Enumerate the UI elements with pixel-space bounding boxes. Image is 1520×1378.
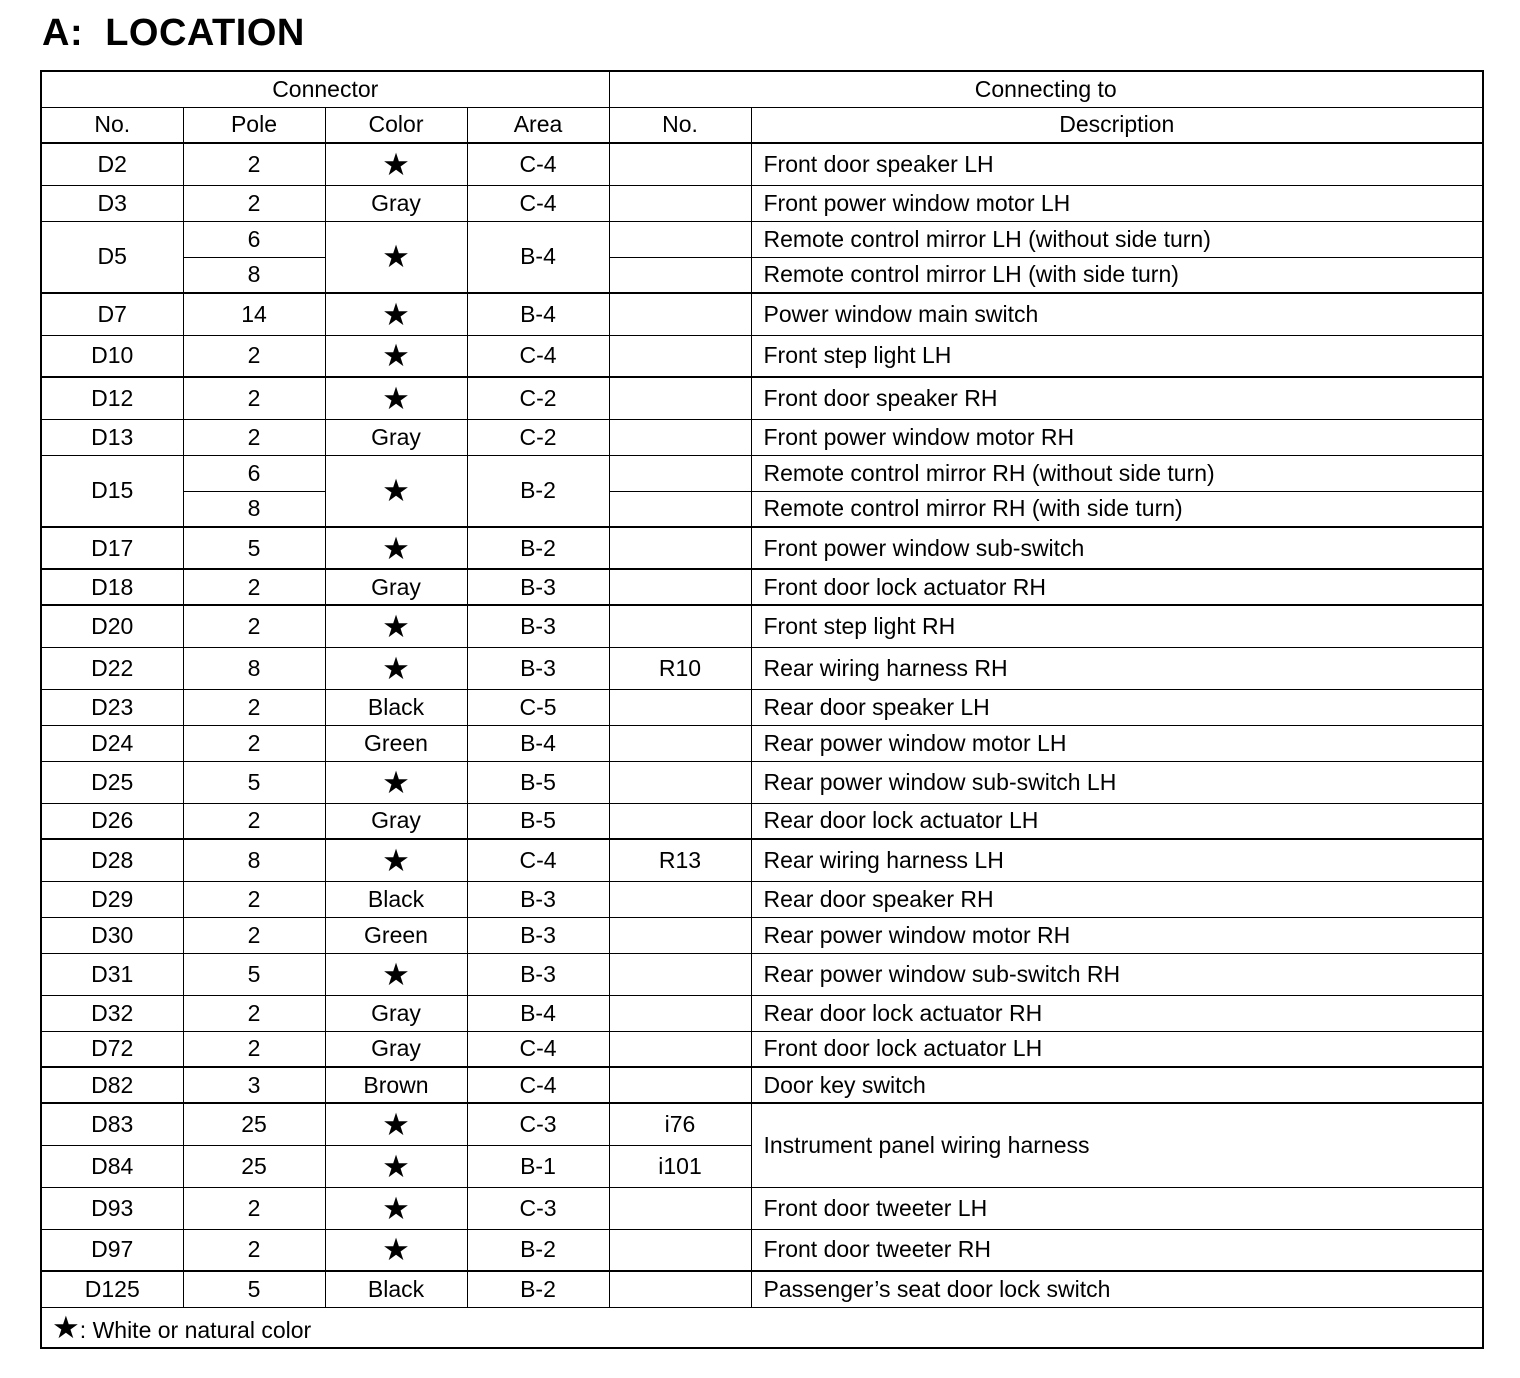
description: Front power window motor LH (751, 185, 1483, 221)
pole-count: 2 (183, 725, 325, 761)
connector-no: D97 (41, 1229, 183, 1271)
connecting-no (609, 257, 751, 293)
area: C-4 (467, 1031, 609, 1067)
table-row (41, 143, 1483, 185)
table-row (41, 881, 1483, 917)
column-header-area: Area (467, 107, 609, 143)
connector-no: D26 (41, 803, 183, 839)
description: Remote control mirror RH (without side turn) (751, 455, 1483, 491)
connector-no: D5 (41, 221, 183, 293)
connecting-no (609, 1229, 751, 1271)
connector-no: D7 (41, 293, 183, 335)
description: Front door lock actuator RH (751, 569, 1483, 605)
wire-color: Gray (325, 185, 467, 221)
description: Door key switch (751, 1067, 1483, 1103)
area: B-4 (467, 725, 609, 761)
area: C-2 (467, 377, 609, 419)
star-icon: ★ (325, 293, 467, 335)
wire-color: Green (325, 917, 467, 953)
pole-count: 2 (183, 335, 325, 377)
star-icon: ★ (325, 455, 467, 527)
description: Front door tweeter RH (751, 1229, 1483, 1271)
table-row (41, 491, 1483, 527)
connecting-no (609, 725, 751, 761)
connector-no: D13 (41, 419, 183, 455)
legend (41, 1307, 1483, 1348)
connecting-no (609, 419, 751, 455)
star-icon: ★ (325, 221, 467, 293)
table-row (41, 257, 1483, 293)
description: Rear door speaker LH (751, 689, 1483, 725)
connector-no: D82 (41, 1067, 183, 1103)
area: B-2 (467, 455, 609, 527)
legend-text: : White or natural color (79, 1316, 312, 1343)
connecting-no (609, 953, 751, 995)
description: Rear door speaker RH (751, 881, 1483, 917)
pole-count: 2 (183, 1229, 325, 1271)
pole-count: 5 (183, 761, 325, 803)
area: B-3 (467, 647, 609, 689)
connecting-no (609, 185, 751, 221)
description: Rear door lock actuator LH (751, 803, 1483, 839)
pole-count: 6 (183, 221, 325, 257)
pole-count: 3 (183, 1067, 325, 1103)
description: Passenger’s seat door lock switch (751, 1271, 1483, 1307)
pole-count: 5 (183, 1271, 325, 1307)
column-header-color: Color (325, 107, 467, 143)
connecting-no (609, 1271, 751, 1307)
description: Rear wiring harness RH (751, 647, 1483, 689)
wire-color: Gray (325, 419, 467, 455)
connector-no: D23 (41, 689, 183, 725)
star-icon: ★ (325, 839, 467, 881)
star-icon: ★ (325, 335, 467, 377)
connecting-no (609, 455, 751, 491)
description: Front step light LH (751, 335, 1483, 377)
column-header-description: Description (751, 107, 1483, 143)
area: C-4 (467, 185, 609, 221)
table-row (41, 917, 1483, 953)
star-icon: ★ (325, 761, 467, 803)
area: B-2 (467, 1271, 609, 1307)
connector-no: D125 (41, 1271, 183, 1307)
connector-no: D22 (41, 647, 183, 689)
pole-count: 2 (183, 605, 325, 647)
wire-color: Black (325, 689, 467, 725)
pole-count: 2 (183, 419, 325, 455)
table-row (41, 221, 1483, 257)
connecting-no (609, 293, 751, 335)
description: Rear power window motor LH (751, 725, 1483, 761)
area: C-5 (467, 689, 609, 725)
connecting-no (609, 1067, 751, 1103)
wire-color: Brown (325, 1067, 467, 1103)
area: B-3 (467, 605, 609, 647)
area: B-5 (467, 761, 609, 803)
star-icon: ★ (325, 647, 467, 689)
area: C-3 (467, 1103, 609, 1145)
pole-count: 2 (183, 569, 325, 605)
connector-no: D31 (41, 953, 183, 995)
pole-count: 6 (183, 455, 325, 491)
area: B-3 (467, 953, 609, 995)
pole-count: 2 (183, 881, 325, 917)
area: C-4 (467, 143, 609, 185)
connector-no: D17 (41, 527, 183, 569)
area: B-3 (467, 917, 609, 953)
area: B-5 (467, 803, 609, 839)
pole-count: 8 (183, 839, 325, 881)
connecting-no (609, 689, 751, 725)
table-row (41, 1103, 1483, 1145)
wire-color: Gray (325, 569, 467, 605)
pole-count: 2 (183, 185, 325, 221)
table-row (41, 689, 1483, 725)
description: Instrument panel wiring harness (751, 1103, 1483, 1187)
wire-color: Black (325, 1271, 467, 1307)
wire-color: Black (325, 881, 467, 917)
connecting-no (609, 569, 751, 605)
connecting-no (609, 1031, 751, 1067)
connector-no: D83 (41, 1103, 183, 1145)
pole-count: 2 (183, 1187, 325, 1229)
connector-no: D15 (41, 455, 183, 527)
description: Remote control mirror RH (with side turn) (751, 491, 1483, 527)
connector-no: D32 (41, 995, 183, 1031)
table-row (41, 527, 1483, 569)
table-row (41, 455, 1483, 491)
pole-count: 2 (183, 1031, 325, 1067)
pole-count: 25 (183, 1103, 325, 1145)
pole-count: 8 (183, 257, 325, 293)
connecting-to-group-header: Connecting to (609, 71, 1483, 107)
pole-count: 8 (183, 647, 325, 689)
connecting-no (609, 143, 751, 185)
connector-no: D10 (41, 335, 183, 377)
star-icon: ★ (325, 1187, 467, 1229)
table-row (41, 995, 1483, 1031)
table-row (41, 569, 1483, 605)
pole-count: 2 (183, 143, 325, 185)
description: Front step light RH (751, 605, 1483, 647)
description: Rear power window sub-switch RH (751, 953, 1483, 995)
area: C-3 (467, 1187, 609, 1229)
description: Front door speaker LH (751, 143, 1483, 185)
area: B-4 (467, 221, 609, 293)
table-row (41, 1031, 1483, 1067)
column-header-pole: Pole (183, 107, 325, 143)
wire-color: Gray (325, 803, 467, 839)
wire-color: Green (325, 725, 467, 761)
connector-no: D18 (41, 569, 183, 605)
table-row (41, 377, 1483, 419)
connecting-no (609, 335, 751, 377)
legend-row (41, 1307, 1483, 1348)
table-row (41, 605, 1483, 647)
connecting-no (609, 1187, 751, 1229)
table-row (41, 335, 1483, 377)
wire-color: Gray (325, 1031, 467, 1067)
connector-no: D30 (41, 917, 183, 953)
pole-count: 2 (183, 917, 325, 953)
description: Rear power window sub-switch LH (751, 761, 1483, 803)
star-icon: ★ (325, 605, 467, 647)
table-row (41, 419, 1483, 455)
table-row (41, 953, 1483, 995)
description: Front door tweeter LH (751, 1187, 1483, 1229)
description: Front door speaker RH (751, 377, 1483, 419)
pole-count: 2 (183, 377, 325, 419)
connecting-no (609, 803, 751, 839)
connector-no: D93 (41, 1187, 183, 1229)
table-row (41, 1187, 1483, 1229)
star-icon: ★ (325, 143, 467, 185)
description: Rear door lock actuator RH (751, 995, 1483, 1031)
star-icon: ★ (325, 527, 467, 569)
table-row (41, 839, 1483, 881)
connector-group-header: Connector (41, 71, 609, 107)
table-row (41, 725, 1483, 761)
connecting-no: R10 (609, 647, 751, 689)
connector-no: D72 (41, 1031, 183, 1067)
area: C-4 (467, 839, 609, 881)
page-title: A: LOCATION (42, 12, 305, 54)
column-header-no: No. (41, 107, 183, 143)
table-row (41, 1067, 1483, 1103)
star-icon: ★ (325, 1229, 467, 1271)
pole-count: 2 (183, 995, 325, 1031)
connecting-no (609, 761, 751, 803)
description: Remote control mirror LH (with side turn) (751, 257, 1483, 293)
pole-count: 14 (183, 293, 325, 335)
description: Power window main switch (751, 293, 1483, 335)
star-icon: ★ (325, 1145, 467, 1187)
connector-no: D2 (41, 143, 183, 185)
connector-no: D84 (41, 1145, 183, 1187)
pole-count: 2 (183, 803, 325, 839)
connecting-no: i76 (609, 1103, 751, 1145)
table-row (41, 185, 1483, 221)
pole-count: 5 (183, 953, 325, 995)
area: B-4 (467, 293, 609, 335)
pole-count: 25 (183, 1145, 325, 1187)
connector-no: D28 (41, 839, 183, 881)
area: B-3 (467, 569, 609, 605)
connecting-no (609, 221, 751, 257)
connector-no: D24 (41, 725, 183, 761)
connector-no: D3 (41, 185, 183, 221)
connecting-no (609, 881, 751, 917)
connecting-no (609, 605, 751, 647)
table-row (41, 293, 1483, 335)
description: Front power window motor RH (751, 419, 1483, 455)
area: B-2 (467, 527, 609, 569)
wire-color: Gray (325, 995, 467, 1031)
table-row (41, 647, 1483, 689)
star-icon: ★ (325, 1103, 467, 1145)
connecting-no: R13 (609, 839, 751, 881)
star-icon: ★ (325, 377, 467, 419)
area: C-4 (467, 1067, 609, 1103)
connector-no: D12 (41, 377, 183, 419)
connecting-no: i101 (609, 1145, 751, 1187)
connector-no: D25 (41, 761, 183, 803)
star-icon: ★ (325, 953, 467, 995)
connecting-no (609, 917, 751, 953)
connecting-no (609, 377, 751, 419)
connector-no: D29 (41, 881, 183, 917)
area: B-4 (467, 995, 609, 1031)
area: B-2 (467, 1229, 609, 1271)
description: Front door lock actuator LH (751, 1031, 1483, 1067)
column-header-connecting-no: No. (609, 107, 751, 143)
table-row (41, 1229, 1483, 1271)
connector-location-table (40, 70, 1484, 1349)
area: B-3 (467, 881, 609, 917)
pole-count: 5 (183, 527, 325, 569)
table-row (41, 761, 1483, 803)
area: B-1 (467, 1145, 609, 1187)
connector-no: D20 (41, 605, 183, 647)
connecting-no (609, 995, 751, 1031)
pole-count: 8 (183, 491, 325, 527)
connecting-no (609, 491, 751, 527)
connecting-no (609, 527, 751, 569)
area: C-4 (467, 335, 609, 377)
table-row (41, 803, 1483, 839)
description: Rear power window motor RH (751, 917, 1483, 953)
description: Rear wiring harness LH (751, 839, 1483, 881)
description: Remote control mirror LH (without side turn) (751, 221, 1483, 257)
description: Front power window sub-switch (751, 527, 1483, 569)
area: C-2 (467, 419, 609, 455)
table-row (41, 1271, 1483, 1307)
star-icon: ★ (52, 1309, 80, 1345)
pole-count: 2 (183, 689, 325, 725)
